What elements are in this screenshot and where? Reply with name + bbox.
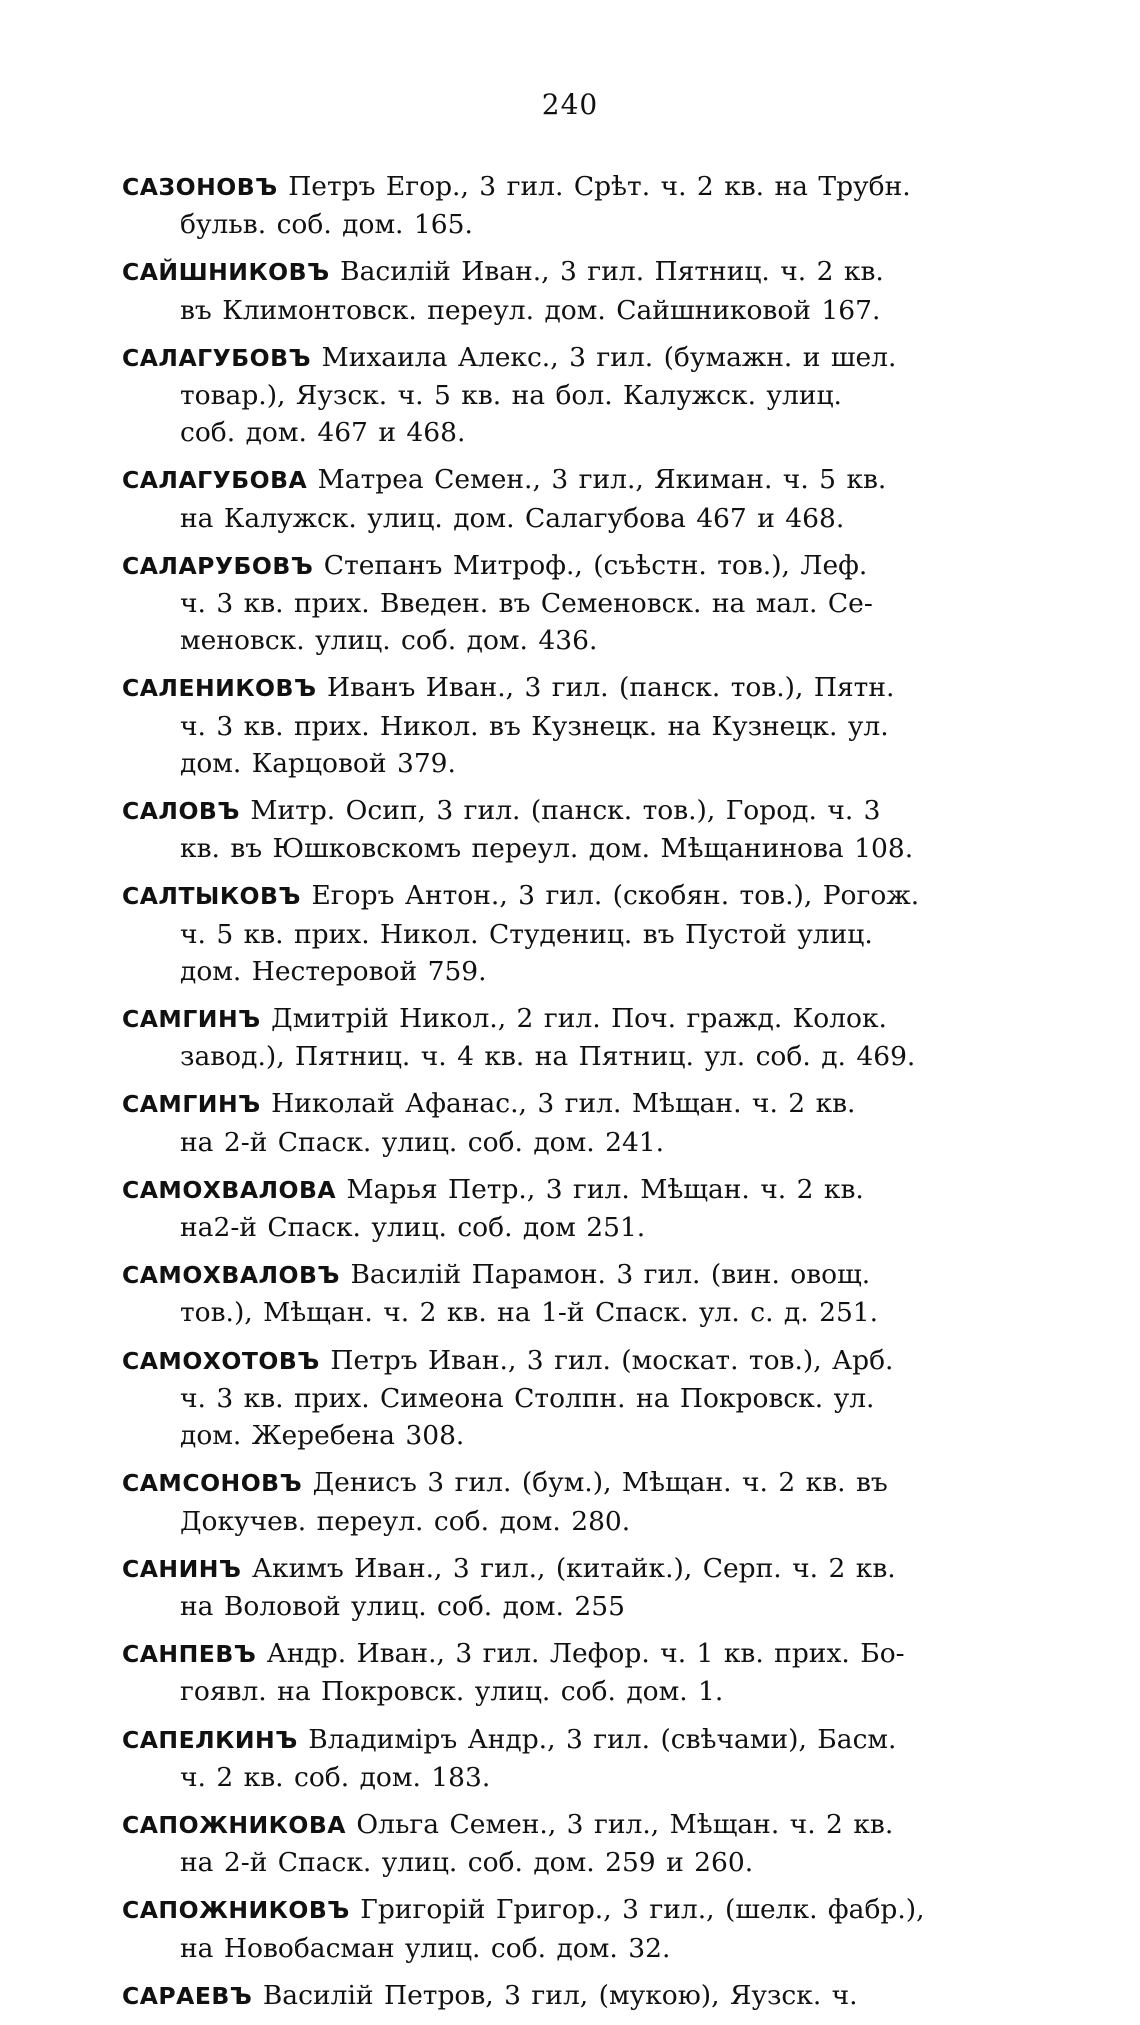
directory-entry <box>122 669 1022 782</box>
entry-first-line <box>122 461 1022 499</box>
entry-surname: САЛЕНИКОВЪ <box>122 674 317 703</box>
entry-details: Василій Парамон. 3 гил. (вин. овощ. <box>350 1259 871 1291</box>
entry-details: Михаила Алекс., 3 гил. (бумажн. и шел. <box>321 341 897 373</box>
entry-continuation-line: кв. въ Юшковскомъ переул. дом. Мѣщанинова 108. <box>180 833 914 865</box>
entry-continuation-line: тов.), Мѣщан. ч. 2 кв. на 1-й Спаск. ул. с. д. 251. <box>180 1297 879 1329</box>
entry-continuation-line: соб. дом. 467 и 468. <box>180 417 466 449</box>
entry-surname: САЛАРУБОВЪ <box>122 551 314 580</box>
entry-continuation-line: на2-й Спаск. улиц. соб. дом 251. <box>180 1212 646 1244</box>
entry-continuation-line: дом. Нестеровой 759. <box>180 955 487 987</box>
entry-surname: САМГИНЪ <box>122 1090 261 1119</box>
entry-continuation-line: гоявл. на Покровск. улиц. соб. дом. 1. <box>180 1676 724 1708</box>
entry-details: Петръ Егор., 3 гил. Срѣт. ч. 2 кв. на Трубн. <box>288 171 911 202</box>
entry-first-line <box>122 669 1022 707</box>
entry-surname: САМГИНЪ <box>122 1005 261 1034</box>
entry-details: Акимъ Иван., 3 гил., (китайк.), Серп. ч. 2 кв. <box>251 1552 896 1584</box>
entry-details: Ольга Семен., 3 гил., Мѣщан. ч. 2 кв. <box>356 1808 894 1840</box>
entry-first-line <box>122 1635 1022 1673</box>
directory-entry <box>122 461 1022 536</box>
entry-details: Петръ Иван., 3 гил. (москат. тов.), Арб. <box>330 1344 894 1376</box>
entry-surname: САМСОНОВЪ <box>122 1469 303 1498</box>
entry-surname: САПЕЛКИНЪ <box>122 1725 298 1754</box>
directory-entry <box>122 1635 1022 1710</box>
entry-first-line <box>122 1721 1022 1759</box>
directory-entry <box>122 547 1022 660</box>
entry-continuation-line: дом. Карцовой 379. <box>180 747 456 779</box>
directory-entry <box>122 1000 1022 1075</box>
entry-surname: САМОХВАЛОВЪ <box>122 1261 340 1290</box>
directory-entry <box>122 877 1022 990</box>
entry-first-line <box>122 1891 1022 1929</box>
entry-details: Владиміръ Андр., 3 гил. (свѣчами), Басм. <box>308 1723 897 1755</box>
page-number: 240 <box>541 88 599 121</box>
entry-details: Егоръ Антон., 3 гил. (скобян. тов.), Рогож. <box>311 880 920 912</box>
entry-continuation-line: ч. 3 кв. прих. Никол. въ Кузнецк. на Кузнецк. ул. <box>180 710 889 742</box>
entry-continuation-line: на Новобасман улиц. соб. дом. 32. <box>180 1932 671 1964</box>
directory-entry <box>122 253 1022 328</box>
entry-details: Григорій Григор., 3 гил., (шелк. фабр.), <box>360 1894 925 1926</box>
directory-entry <box>122 1550 1022 1625</box>
entry-surname: САЗОНОВЪ <box>122 173 278 201</box>
entry-continuation-line: на Калужск. улиц. дом. Салагубова 467 и 468. <box>180 502 845 534</box>
entry-continuation-line: дом. Жеребена 308. <box>180 1420 465 1452</box>
entry-first-line <box>122 253 1022 291</box>
entry-continuation-line: ч. 5 кв. прих. Никол. Студениц. въ Пустой улиц. <box>180 918 873 950</box>
entry-surname: САРАЕВЪ <box>122 1981 253 2010</box>
entry-surname: САМОХВАЛОВА <box>122 1175 337 1204</box>
entry-surname: САПОЖНИКОВА <box>122 1810 346 1839</box>
entry-continuation-line: въ Климонтовск. переул. дом. Сайшниковой 167. <box>180 294 881 326</box>
entry-continuation-line: на 2-й Спаск. улиц. соб. дом. 259 и 260. <box>180 1847 754 1879</box>
entry-continuation-line: ч. 2 кв. соб. дом. 183. <box>180 1761 491 1793</box>
entry-surname: САЛОВЪ <box>122 797 240 826</box>
directory-entry <box>122 1342 1022 1455</box>
entry-details: Андр. Иван., 3 гил. Лефор. ч. 1 кв. прих. Бо- <box>266 1638 905 1670</box>
entry-first-line <box>122 547 1022 585</box>
entry-details: Марья Петр., 3 гил. Мѣщан. ч. 2 кв. <box>346 1173 864 1205</box>
entry-first-line <box>122 1977 1022 2015</box>
directory-entry <box>122 1977 1022 2015</box>
entry-first-line <box>122 1171 1022 1209</box>
directory-entry <box>122 1721 1022 1796</box>
entry-details: Матреа Семен., 3 гил., Якиман. ч. 5 кв. <box>317 464 887 496</box>
entry-details: Степанъ Митроф., (съѣстн. тов.), Леф. <box>323 549 868 581</box>
directory-entry <box>122 1891 1022 1966</box>
entry-continuation-line: ч. 3 кв. прих. Симеона Столпн. на Покровск. ул. <box>180 1382 875 1414</box>
entry-first-line <box>122 1806 1022 1844</box>
entry-first-line <box>122 1085 1022 1123</box>
directory-entry <box>122 1806 1022 1881</box>
entry-details: Василій Петров, 3 гил, (мукою), Яузск. ч. <box>262 1979 858 2011</box>
entry-surname: САЛАГУБОВЪ <box>122 343 312 372</box>
directory-entry <box>122 339 1022 452</box>
entry-continuation-line: бульв. соб. дом. 165. <box>180 209 473 241</box>
entry-first-line <box>122 877 1022 915</box>
entry-continuation-line: завод.), Пятниц. ч. 4 кв. на Пятниц. ул. соб. д. 469. <box>180 1041 916 1073</box>
directory-entry <box>122 168 1022 243</box>
entry-details: Дмитрій Никол., 2 гил. Поч. гражд. Колок. <box>271 1003 887 1035</box>
entry-first-line <box>122 339 1022 377</box>
entry-surname: САНПЕВЪ <box>122 1640 257 1669</box>
entry-first-line <box>122 792 1022 830</box>
entry-first-line <box>122 1550 1022 1588</box>
entry-details: Денисъ 3 гил. (бум.), Мѣщан. ч. 2 кв. въ <box>312 1467 888 1499</box>
entry-surname: САЙШНИКОВЪ <box>122 258 330 287</box>
entry-first-line <box>122 1464 1022 1502</box>
entry-details: Митр. Осип, 3 гил. (панск. тов.), Город. ч. 3 <box>250 795 881 827</box>
entry-continuation-line: на Воловой улиц. соб. дом. 255 <box>180 1590 625 1622</box>
entry-surname: САПОЖНИКОВЪ <box>122 1896 350 1925</box>
directory-entry <box>122 1171 1022 1246</box>
entry-details: Николай Афанас., 3 гил. Мѣщан. ч. 2 кв. <box>271 1088 856 1120</box>
entry-surname: САНИНЪ <box>122 1554 242 1583</box>
entry-first-line <box>122 1256 1022 1294</box>
entry-continuation-line: товар.), Яузск. ч. 5 кв. на бол. Калужск. улиц. <box>180 380 842 412</box>
entry-continuation-line: меновск. улиц. соб. дом. 436. <box>180 625 598 657</box>
entry-first-line <box>122 1342 1022 1380</box>
entry-surname: САЛТЫКОВЪ <box>122 882 302 911</box>
entry-first-line <box>122 1000 1022 1038</box>
entry-continuation-line: Докучев. переул. соб. дом. 280. <box>180 1505 631 1537</box>
directory-entry <box>122 1085 1022 1160</box>
directory-entry <box>122 1256 1022 1331</box>
entry-continuation-line: на 2-й Спаск. улиц. соб. дом. 241. <box>180 1126 665 1158</box>
directory-entry <box>122 1464 1022 1539</box>
entry-details: Иванъ Иван., 3 гил. (панск. тов.), Пятн. <box>326 672 895 704</box>
entry-continuation-line: ч. 3 кв. прих. Введен. въ Семеновск. на мал. Се- <box>180 588 873 620</box>
entry-surname: САМОХОТОВЪ <box>122 1346 320 1375</box>
directory-entry <box>122 792 1022 867</box>
entry-surname: САЛАГУБОВА <box>122 466 308 495</box>
directory-entries <box>122 168 1022 2025</box>
entry-first-line <box>122 168 1022 206</box>
entry-details: Василій Иван., 3 гил. Пятниц. ч. 2 кв. <box>340 256 884 288</box>
